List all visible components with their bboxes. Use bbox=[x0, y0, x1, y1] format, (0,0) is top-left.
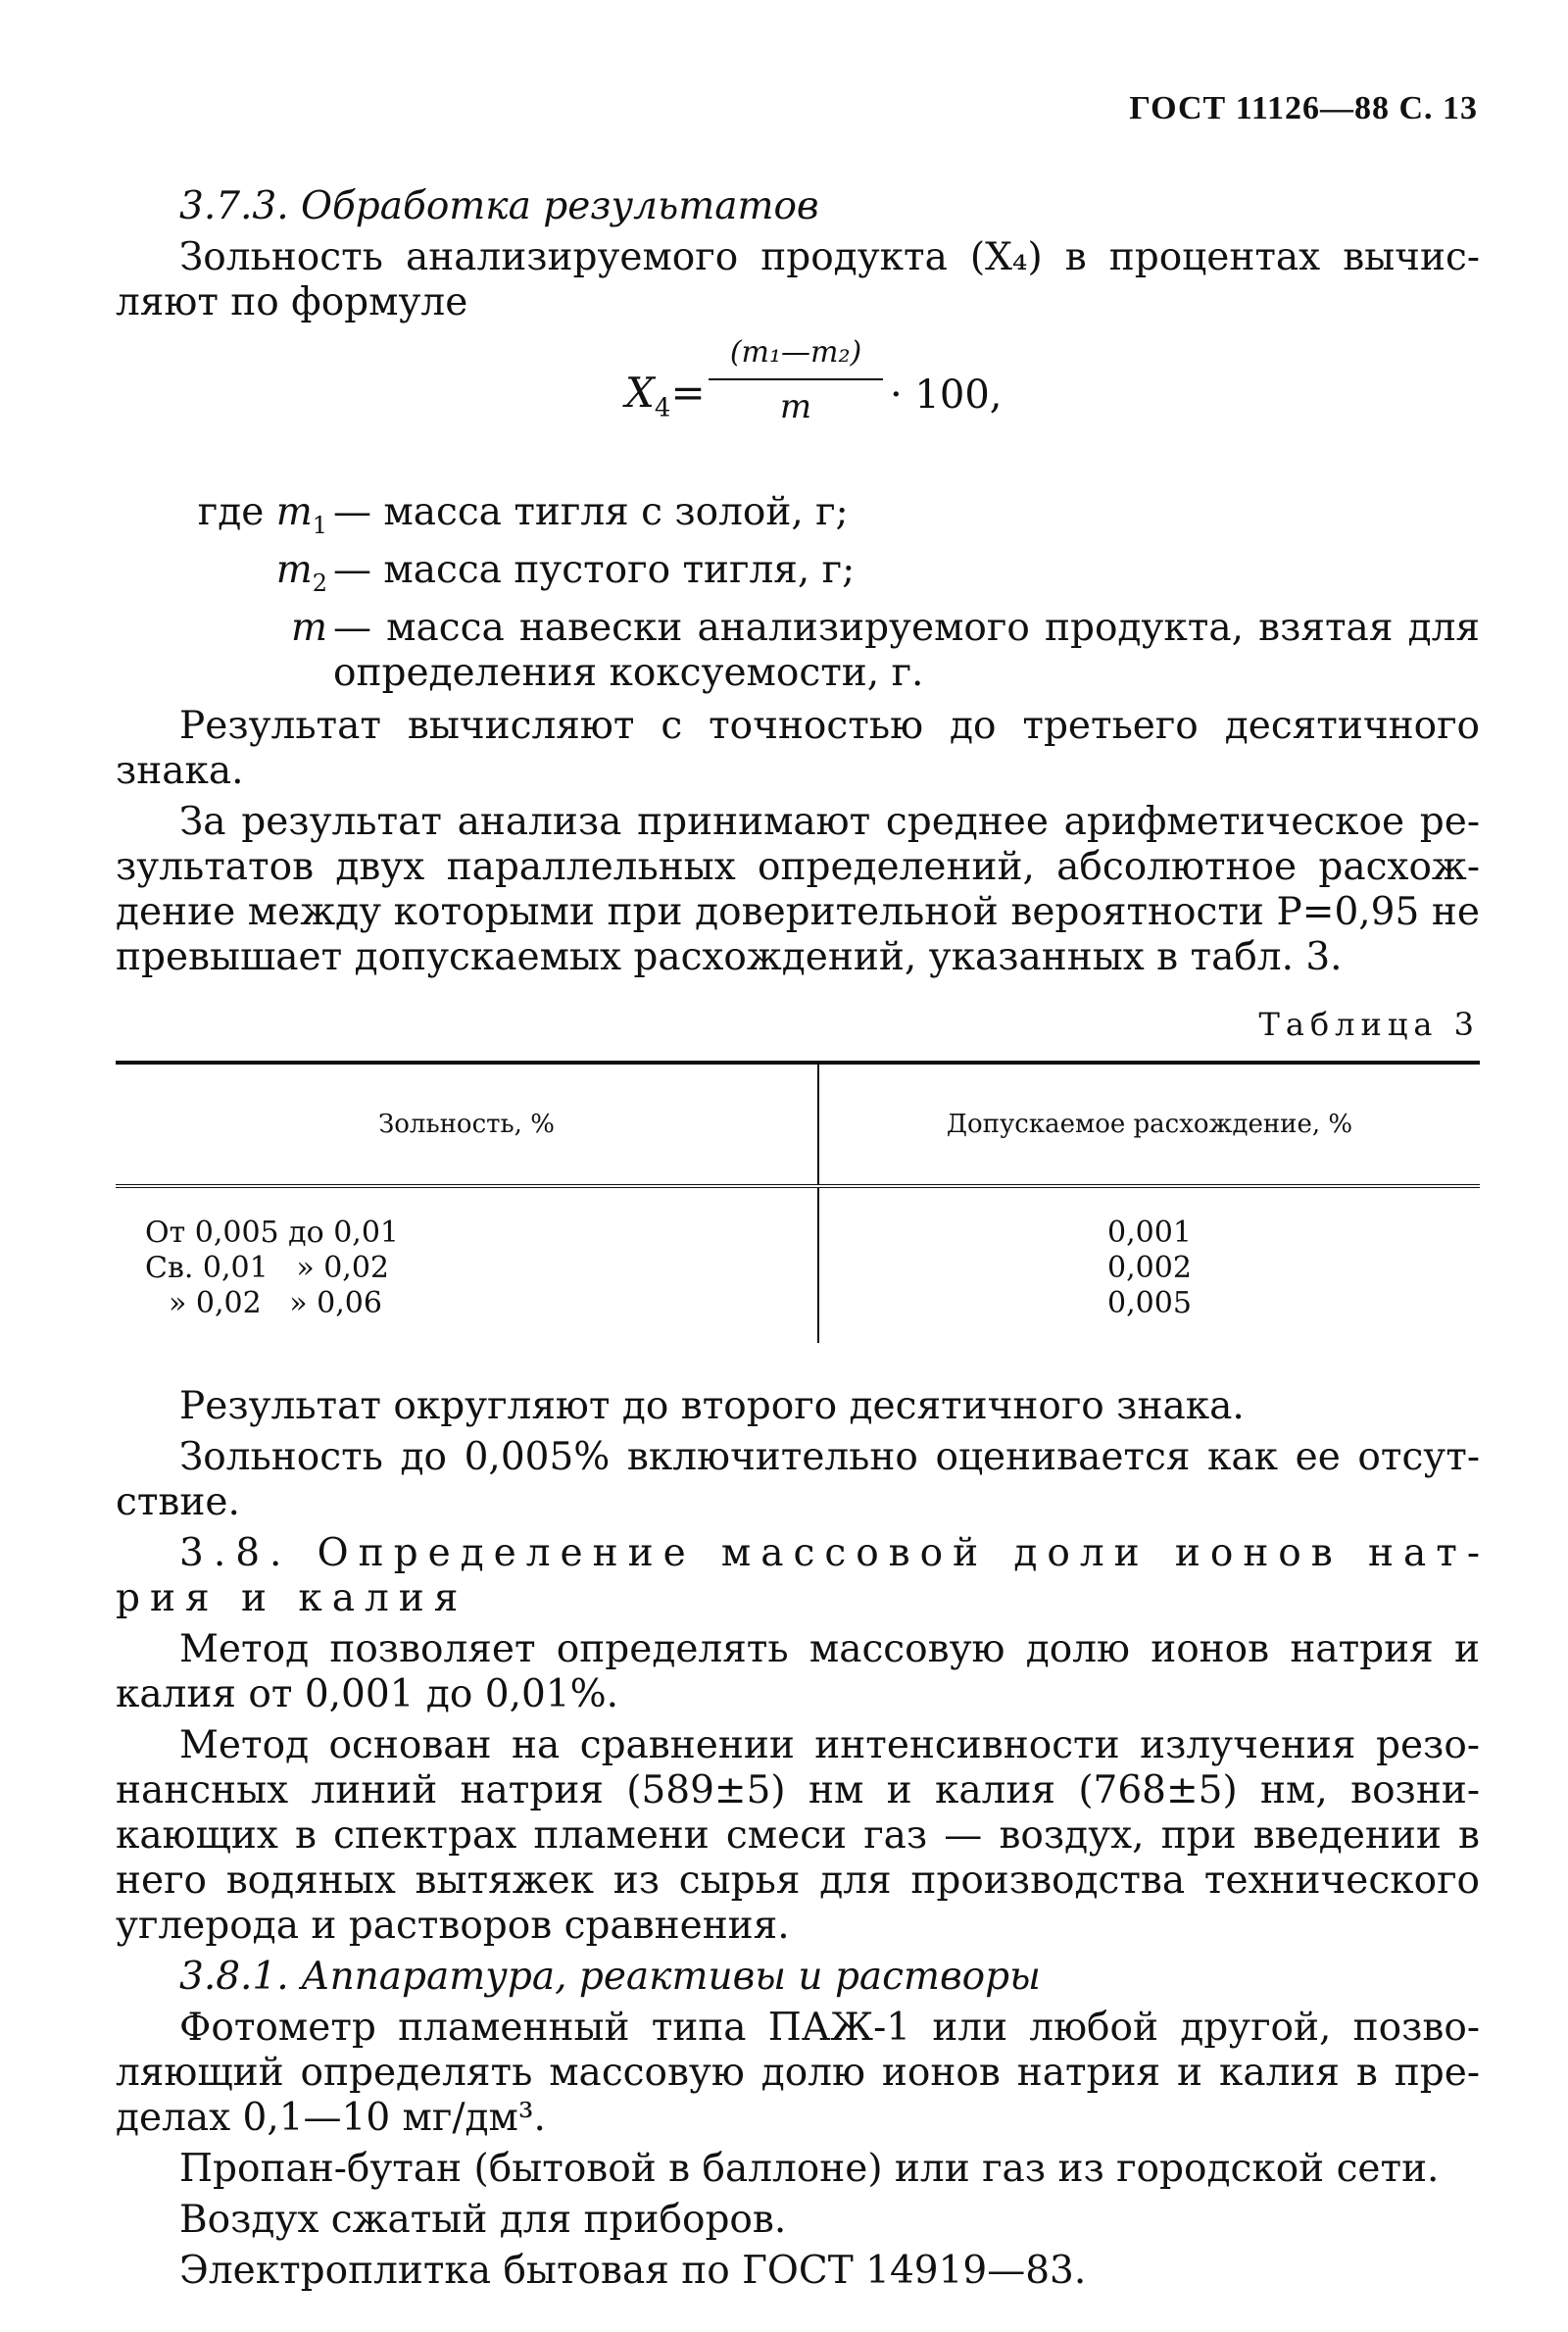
formula-denominator: m bbox=[779, 387, 812, 426]
table-cell: От 0,005 до 0,01 bbox=[145, 1215, 400, 1250]
paragraph-air: Воздух сжатый для приборов. bbox=[179, 2197, 787, 2242]
column-header-tolerance: Допускаемое расхождение, % bbox=[818, 1063, 1480, 1186]
fraction-bar bbox=[709, 378, 883, 380]
definition-m1: где $m_1$ — масса тигля с золой, г; bbox=[197, 490, 849, 539]
table-caption: Таблица 3 bbox=[1258, 1005, 1480, 1043]
page-header: ГОСТ 11126—88 С. 13 bbox=[1129, 90, 1478, 126]
formula-fraction bbox=[709, 331, 883, 429]
table-row bbox=[116, 1186, 1480, 1343]
table-cell: 0,001 bbox=[1107, 1215, 1192, 1250]
column-header-ash: Зольность, % bbox=[116, 1063, 818, 1186]
ash-ranges-cell bbox=[116, 1186, 818, 1343]
tolerance-table bbox=[116, 1061, 1480, 1343]
formula-lhs: $X_4=$ bbox=[625, 369, 706, 423]
document-body bbox=[116, 184, 1480, 2300]
table-cell: 0,005 bbox=[1107, 1285, 1192, 1320]
paragraph-absence: Зольность до 0,005% включительно оценивается как ее отсутствие. bbox=[116, 1434, 1480, 1524]
paragraph-method-basis: Метод основан на сравнении интенсивности излучения резонансных линий натрия (589±5) нм и калия (768±5) нм, возникающих в спектрах пламени смеси газ — воздух, при введении в него водяных вытяжек из сырья для производства технического углерода и растворов сравнения. bbox=[116, 1722, 1480, 1948]
table-cell: » 0,02 » 0,06 bbox=[169, 1285, 382, 1320]
formula-numerator: (m₁—m₂) bbox=[729, 335, 862, 370]
paragraph-mean: За результат анализа принимают среднее арифметическое результатов двух параллельных определений, абсолютное расхождение между которыми при доверительной вероятности P=0,95 не превышает допускаемых расхождений, указанных в табл. 3. bbox=[116, 799, 1480, 979]
paragraph-stove: Электроплитка бытовая по ГОСТ 14919—83. bbox=[179, 2248, 1087, 2293]
formula-multiplier: · 100, bbox=[890, 372, 1003, 418]
section-3-8-title: 3.8. Определение массовой доли ионов натрия и калия bbox=[116, 1530, 1480, 1620]
table-cell: 0,002 bbox=[1107, 1250, 1192, 1285]
section-3-7-3-title: 3.7.3. Обработка результатов bbox=[179, 184, 819, 228]
table-header-row bbox=[116, 1063, 1480, 1186]
tolerance-values-cell bbox=[818, 1186, 1480, 1343]
ash-formula bbox=[116, 331, 1480, 478]
paragraph-gas: Пропан-бутан (бытовой в баллоне) или газ из городской сети. bbox=[179, 2146, 1440, 2191]
section-3-8-1-title: 3.8.1. Аппаратура, реактивы и растворы bbox=[179, 1954, 1041, 1999]
variable-definitions bbox=[116, 490, 1480, 696]
paragraph-accuracy: Результат вычисляют с точностью до третьего десятичного знака. bbox=[116, 703, 1480, 793]
paragraph-photometer: Фотометр пламенный типа ПАЖ-1 или любой другой, позволяющий определять массовую долю ионов натрия и калия в пределах 0,1—10 мг/дм³. bbox=[116, 2005, 1480, 2140]
table-cell: Св. 0,01 » 0,02 bbox=[145, 1250, 390, 1285]
paragraph-ash-intro: Зольность анализируемого продукта (X₄) в процентах вычисляют по формуле bbox=[116, 235, 1480, 324]
paragraph-method-range: Метод позволяет определять массовую долю ионов натрия и калия от 0,001 до 0,01%. bbox=[116, 1626, 1480, 1716]
definition-m2: $m_2$ — масса пустого тигля, г; bbox=[275, 547, 856, 597]
paragraph-rounding: Результат округляют до второго десятичного знака. bbox=[179, 1383, 1245, 1428]
definition-m: m — масса навески анализируемого продукта, взятая для определения коксуемости, г. bbox=[291, 605, 1480, 695]
